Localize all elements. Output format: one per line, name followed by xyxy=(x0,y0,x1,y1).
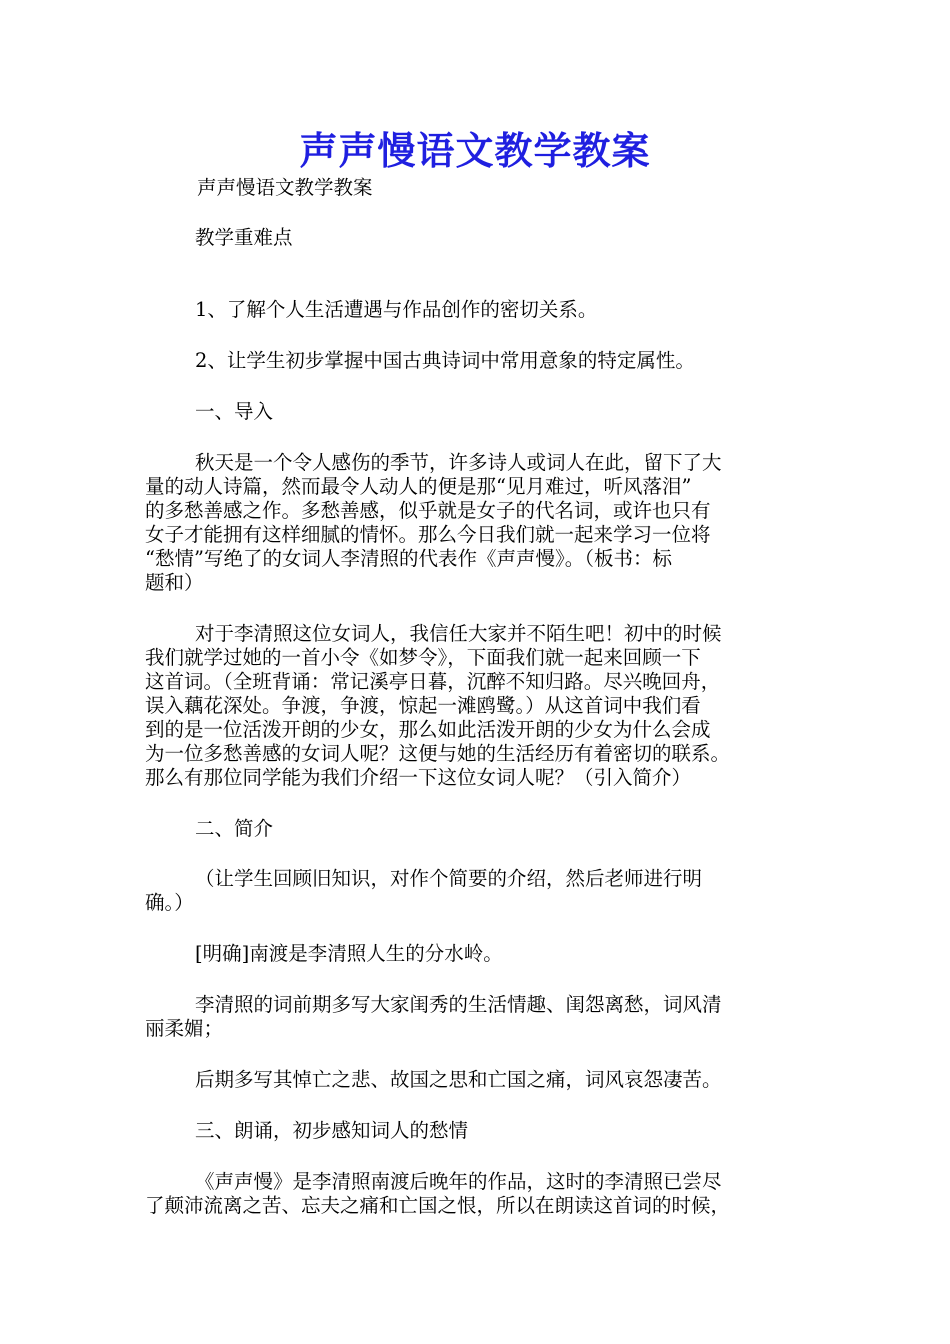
paragraph-line: 秋天是一个令人感伤的季节，许多诗人或词人在此，留下了大 xyxy=(195,451,722,474)
paragraph-line: 题和） xyxy=(145,571,204,594)
paragraph-line: 对于李清照这位女词人，我信任大家并不陌生吧！初中的时候 xyxy=(195,622,722,645)
subtitle-line: 声声慢语文教学教案 xyxy=(197,176,373,199)
paragraph-line: 丽柔媚； xyxy=(145,1017,224,1040)
paragraph-line: 误入藕花深处。争渡，争渡，惊起一滩鸥鹭。）从这首词中我们看 xyxy=(145,694,701,717)
paragraph-line: 后期多写其悼亡之悲、故国之思和亡国之痛，词风哀怨凄苦。 xyxy=(195,1068,722,1091)
paragraph-line: 了颠沛流离之苦、忘夫之痛和亡国之恨，所以在朗读这首词的时候， xyxy=(145,1194,731,1217)
paragraph-line: 为一位多愁善感的女词人呢？这便与她的生活经历有着密切的联系。 xyxy=(145,742,731,765)
section-heading: 一、导入 xyxy=(195,400,274,423)
paragraph-line: 李清照的词前期多写大家闺秀的生活情趣、闺怨离愁，词风清 xyxy=(195,993,722,1016)
paragraph-line: [明确]南渡是李清照人生的分水岭。 xyxy=(195,942,503,965)
paragraph-line: 女子才能拥有这样细腻的情怀。那么今日我们就一起来学习一位将 xyxy=(145,523,711,546)
objective-1: 1、了解个人生活遭遇与作品创作的密切关系。 xyxy=(195,298,598,321)
section-heading: 二、简介 xyxy=(195,817,274,840)
document-title: 声声慢语文教学教案 xyxy=(299,128,651,173)
section-heading: 三、朗诵，初步感知词人的愁情 xyxy=(195,1119,469,1142)
paragraph-line: 确。） xyxy=(145,891,194,914)
paragraph-line: 的多愁善感之作。多愁善感，似乎就是女子的代名词，或许也只有 xyxy=(145,499,711,522)
paragraph-line: 《声声慢》是李清照南渡后晚年的作品，这时的李清照已尝尽 xyxy=(195,1170,722,1193)
paragraph-line: 到的是一位活泼开朗的少女，那么如此活泼开朗的少女为什么会成 xyxy=(145,718,711,741)
objective-2: 2、让学生初步掌握中国古典诗词中常用意象的特定属性。 xyxy=(195,349,695,372)
paragraph-line: （让学生回顾旧知识，对作个简要的介绍，然后老师进行明 xyxy=(195,867,703,890)
paragraph-line: 我们就学过她的一首小令《如梦令》，下面我们就一起来回顾一下 xyxy=(145,646,701,669)
paragraph-line: “愁情”写绝了的女词人李清照的代表作《声声慢》。（板书：标 xyxy=(145,547,672,570)
paragraph-line: 这首词。（全班背诵：常记溪亭日暮，沉醉不知归路。尽兴晚回舟， xyxy=(145,670,721,693)
section-heading: 教学重难点 xyxy=(195,226,293,249)
paragraph-line: 那么有那位同学能为我们介绍一下这位女词人呢？（引入简介） xyxy=(145,766,692,789)
paragraph-line: 量的动人诗篇，然而最令人动人的便是那“见月难过，听风落泪” xyxy=(145,475,692,498)
